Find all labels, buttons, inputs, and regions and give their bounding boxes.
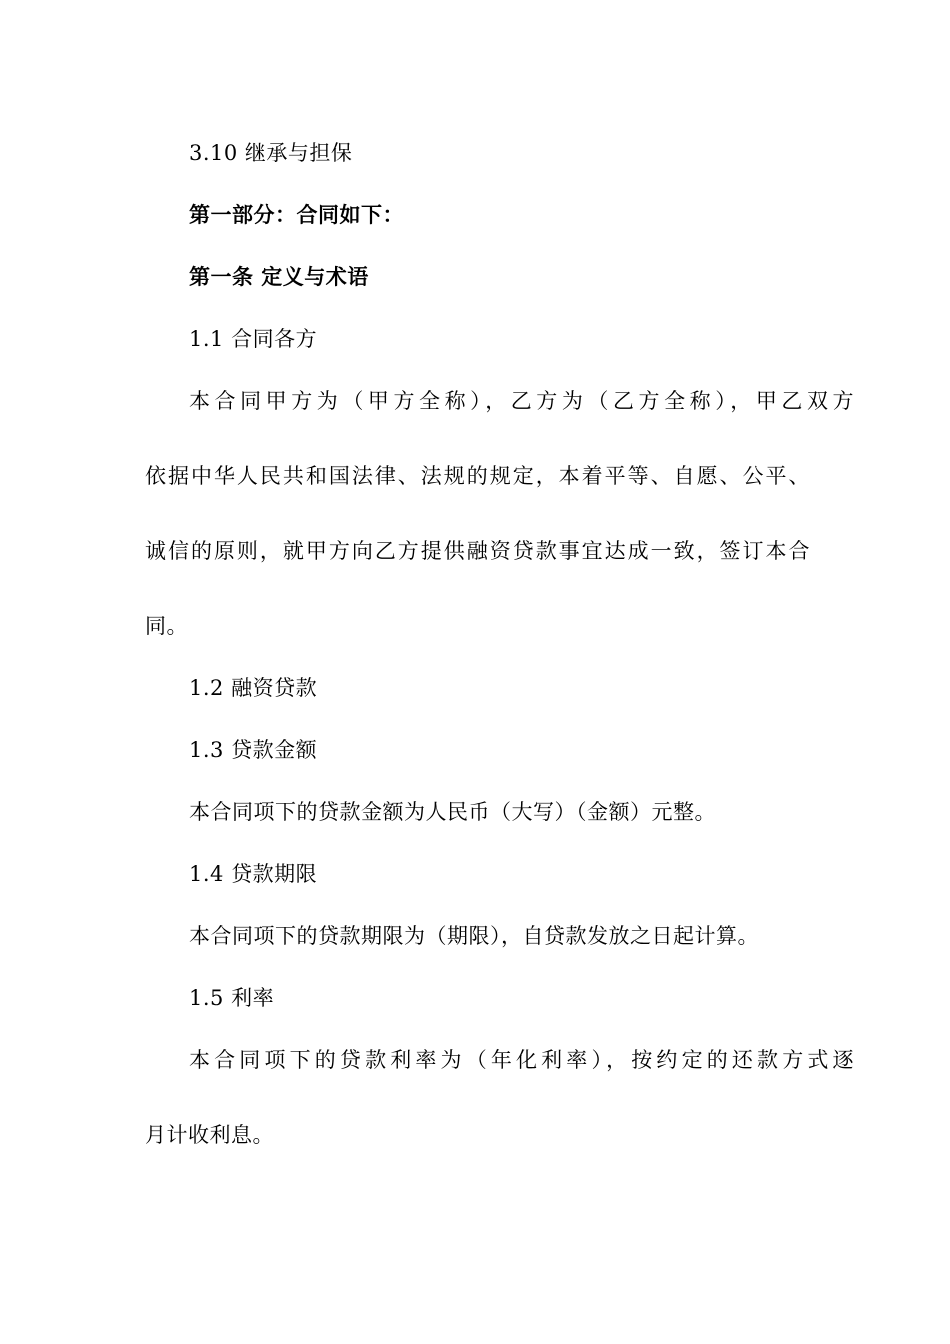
clause-heading-1-1: 1.1 合同各方 (189, 327, 318, 351)
paragraph-line: 本合同项下的贷款金额为人民币（大写）（金额）元整。 (189, 800, 716, 824)
article-heading: 第一条 定义与术语 (189, 265, 369, 289)
paragraph-line: 本合同甲方为（甲方全称），乙方为（乙方全称），甲乙双方 (189, 389, 854, 413)
paragraph-line: 依据中华人民共和国法律、法规的规定，本着平等、自愿、公平、 (145, 464, 810, 488)
paragraph-line: 同。 (145, 614, 188, 638)
part-heading: 第一部分：合同如下： (189, 203, 404, 227)
clause-heading-1-4: 1.4 贷款期限 (189, 862, 318, 886)
paragraph-line: 月计收利息。 (145, 1123, 274, 1147)
paragraph-line: 本合同项下的贷款利率为（年化利率），按约定的还款方式逐 (189, 1048, 854, 1072)
clause-heading-1-5: 1.5 利率 (189, 986, 275, 1010)
paragraph-line: 本合同项下的贷款期限为（期限），自贷款发放之日起计算。 (189, 924, 759, 948)
clause-heading-1-3: 1.3 贷款金额 (189, 738, 318, 762)
clause-heading-1-2: 1.2 融资贷款 (189, 676, 318, 700)
paragraph-line: 诚信的原则，就甲方向乙方提供融资贷款事宜达成一致，签订本合 (145, 539, 810, 563)
section-heading-3-10: 3.10 继承与担保 (189, 141, 353, 165)
